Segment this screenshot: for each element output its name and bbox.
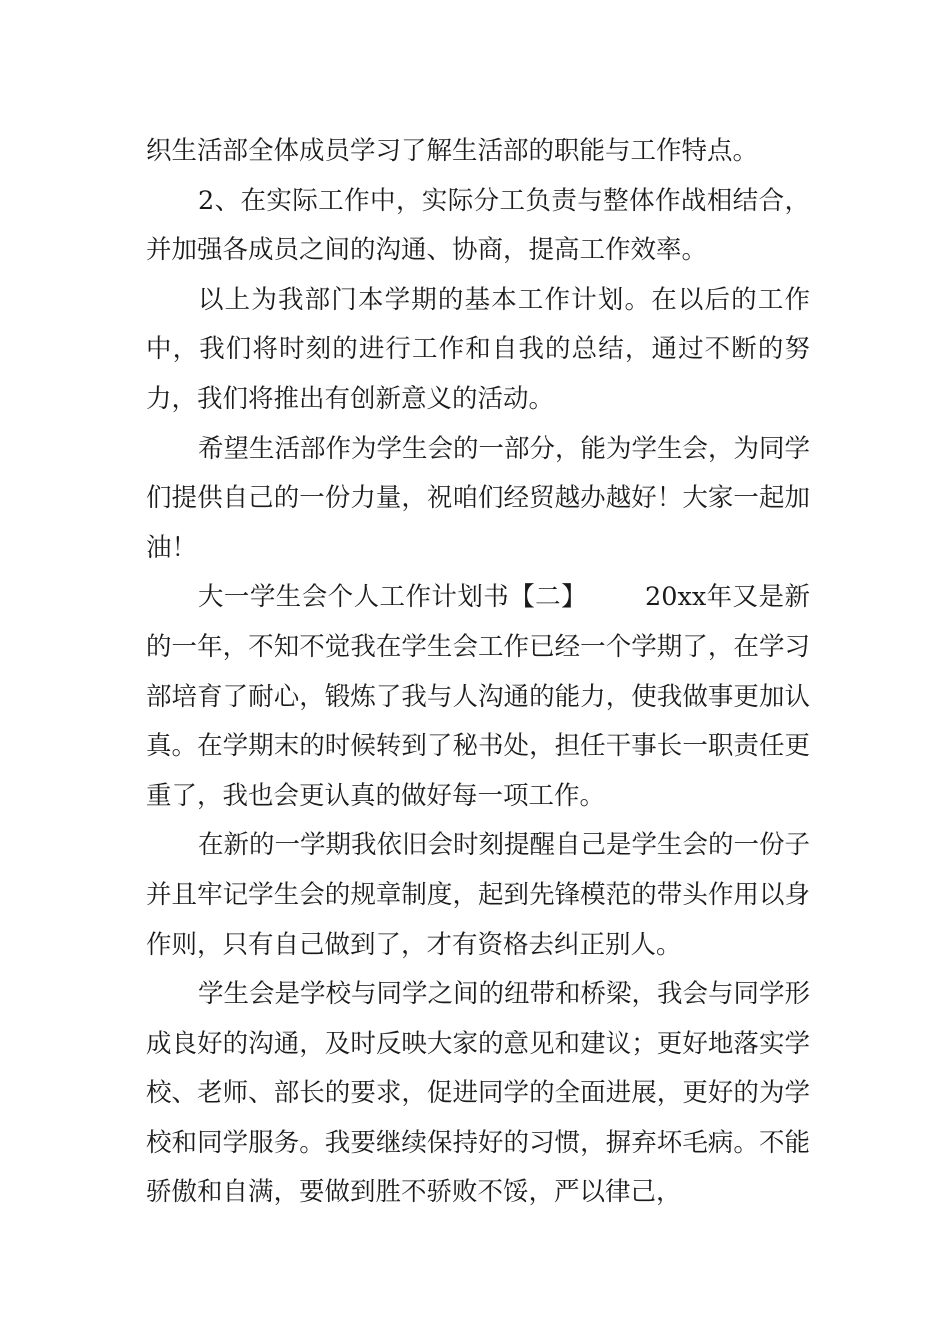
paragraph-4-text: 希望生活部作为学生会的一部分，能为学生会，为同学们提供自己的一份力量，祝咱们经贸越办越好！大家一起加油！ bbox=[146, 433, 811, 563]
paragraph-4 bbox=[146, 425, 810, 574]
paragraph-6-text: 在新的一学期我依旧会时刻提醒自己是学生会的一份子并且牢记学生会的规章制度，起到先锋模范的带头作用以身作则，只有自己做到了，才有资格去纠正别人。 bbox=[146, 830, 811, 960]
paragraph-5-text: 20xx年又是新的一年，不知不觉我在学生会工作已经一个学期了，在学习部培育了耐心，锻炼了我与人沟通的能力，使我做事更加认真。在学期末的时候转到了秘书处，担任干事长一职责任更重了，我也会更认真的做好每一项工作。 bbox=[146, 582, 810, 811]
paragraph-7 bbox=[146, 970, 810, 1218]
paragraph-1 bbox=[146, 127, 810, 177]
paragraph-5 bbox=[146, 573, 810, 821]
paragraph-2-text: 2、在实际工作中，实际分工负责与整体作战相结合，并加强各成员之间的沟通、协商，提高工作效率。 bbox=[146, 185, 810, 266]
paragraph-6 bbox=[146, 821, 810, 970]
paragraph-3 bbox=[146, 276, 810, 425]
section-heading: 大一学生会个人工作计划书【二】 bbox=[198, 582, 588, 613]
paragraph-2 bbox=[146, 177, 810, 276]
paragraph-7-text: 学生会是学校与同学之间的纽带和桥梁，我会与同学形成良好的沟通，及时反映大家的意见和建议；更好地落实学校、老师、部长的要求，促进同学的全面进展，更好的为学校和同学服务。我要继续保持好的习惯，摒弃坏毛病。不能骄傲和自满，要做到胜不骄败不馁，严以律己， bbox=[146, 979, 811, 1208]
document-body bbox=[146, 127, 810, 1218]
paragraph-1-text: 织生活部全体成员学习了解生活部的职能与工作特点。 bbox=[146, 136, 759, 166]
paragraph-3-text: 以上为我部门本学期的基本工作计划。在以后的工作中，我们将时刻的进行工作和自我的总结，通过不断的努力，我们将推出有创新意义的活动。 bbox=[146, 284, 810, 414]
